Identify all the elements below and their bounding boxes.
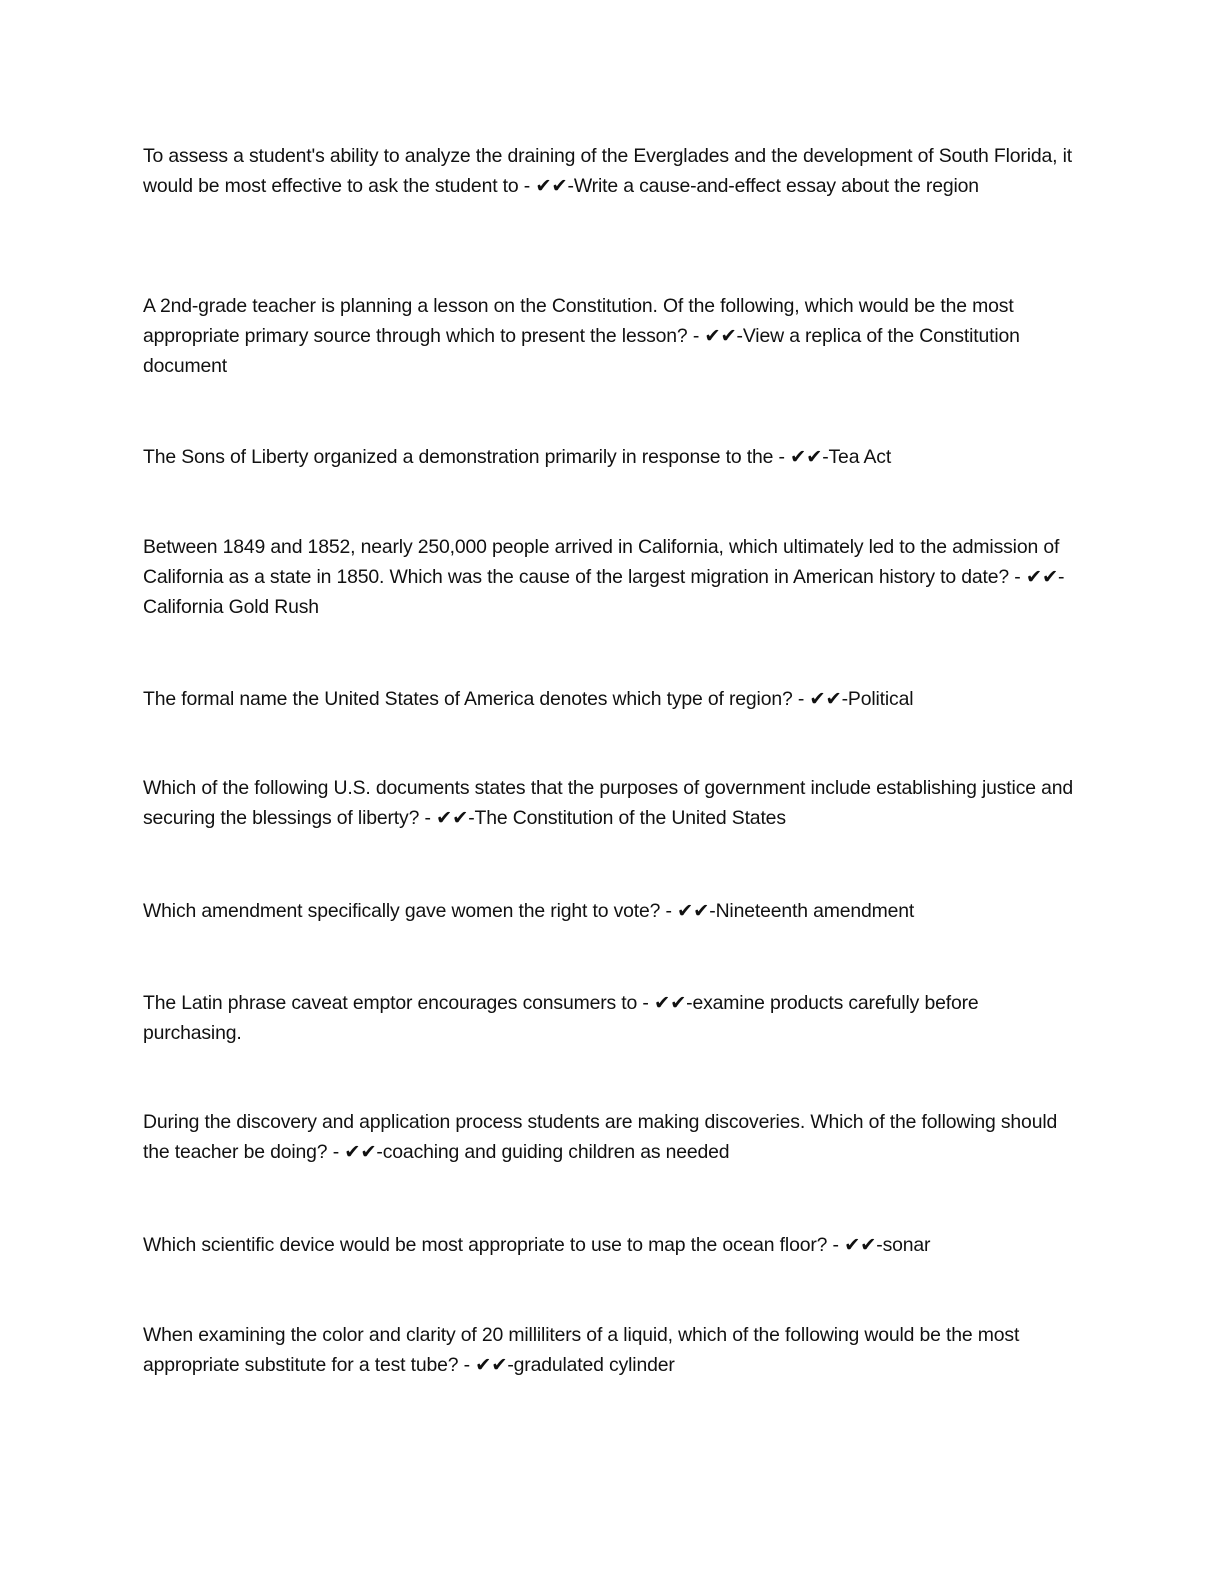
answer-text: examine products carefully before purchasing.: [143, 992, 979, 1044]
answer-text: California Gold Rush: [143, 596, 319, 618]
qa-item-10: [143, 1230, 1078, 1260]
check-marks: - ✔✔-: [518, 175, 574, 197]
answer-text: gradulated cylinder: [513, 1354, 675, 1376]
qa-item-1: [143, 141, 1078, 201]
question-text: When examining the color and clarity of 20 milliliters of a liquid, which of the following would be the most appropriate substitute for a test tube?: [143, 1324, 1020, 1376]
qa-item-2: [143, 291, 1078, 381]
answer-text: Political: [847, 688, 914, 710]
answer-text: The Constitution of the United States: [474, 807, 786, 829]
answer-text: Nineteenth amendment: [715, 900, 915, 922]
question-text: The Sons of Liberty organized a demonstration primarily in response to the: [143, 446, 774, 468]
qa-item-8: [143, 988, 1078, 1048]
qa-item-11: [143, 1320, 1078, 1380]
question-text: Which amendment specifically gave women the right to vote?: [143, 900, 661, 922]
question-text: The Latin phrase caveat emptor encourages consumers to: [143, 992, 638, 1014]
answer-text: Tea Act: [828, 446, 892, 468]
answer-text: View a replica of the Constitution document: [143, 325, 1020, 377]
qa-item-7: [143, 896, 1078, 926]
qa-item-6: [143, 773, 1078, 833]
question-text: Which scientific device would be most appropriate to use to map the ocean floor?: [143, 1234, 828, 1256]
check-marks: - ✔✔-: [687, 325, 743, 347]
qa-item-3: [143, 442, 1078, 472]
check-marks: - ✔✔-: [773, 446, 829, 468]
check-marks: - ✔✔-: [660, 900, 716, 922]
check-marks: - ✔✔-: [792, 688, 848, 710]
check-marks: - ✔✔-: [458, 1354, 514, 1376]
qa-item-5: [143, 684, 1078, 714]
qa-item-9: [143, 1107, 1078, 1167]
check-marks: - ✔✔-: [1009, 566, 1065, 588]
check-marks: - ✔✔-: [827, 1234, 883, 1256]
question-text: A 2nd-grade teacher is planning a lesson on the Constitution. Of the following, which would be the most appropriate primary source through which to present the lesson?: [143, 295, 1014, 347]
question-text: During the discovery and application process students are making discoveries. Which of the following should the teacher be doing?: [143, 1111, 1058, 1163]
question-text: Between 1849 and 1852, nearly 250,000 people arrived in California, which ultimately led to the admission of California as a state in 1850. Which was the cause of the largest migration in American history to date?: [143, 536, 1060, 588]
question-text: To assess a student's ability to analyze the draining of the Everglades and the development of South Florida, it would be most effective to ask the student to: [143, 145, 1072, 197]
answer-text: Write a cause-and-effect essay about the region: [573, 175, 979, 197]
answer-text: sonar: [882, 1234, 931, 1256]
answer-text: coaching and guiding children as needed: [382, 1141, 730, 1163]
question-text: Which of the following U.S. documents states that the purposes of government include establishing justice and securing the blessings of liberty?: [143, 777, 1074, 829]
qa-item-4: [143, 532, 1078, 622]
check-marks: - ✔✔-: [327, 1141, 383, 1163]
check-marks: - ✔✔-: [637, 992, 693, 1014]
check-marks: - ✔✔-: [419, 807, 475, 829]
question-text: The formal name the United States of America denotes which type of region?: [143, 688, 793, 710]
